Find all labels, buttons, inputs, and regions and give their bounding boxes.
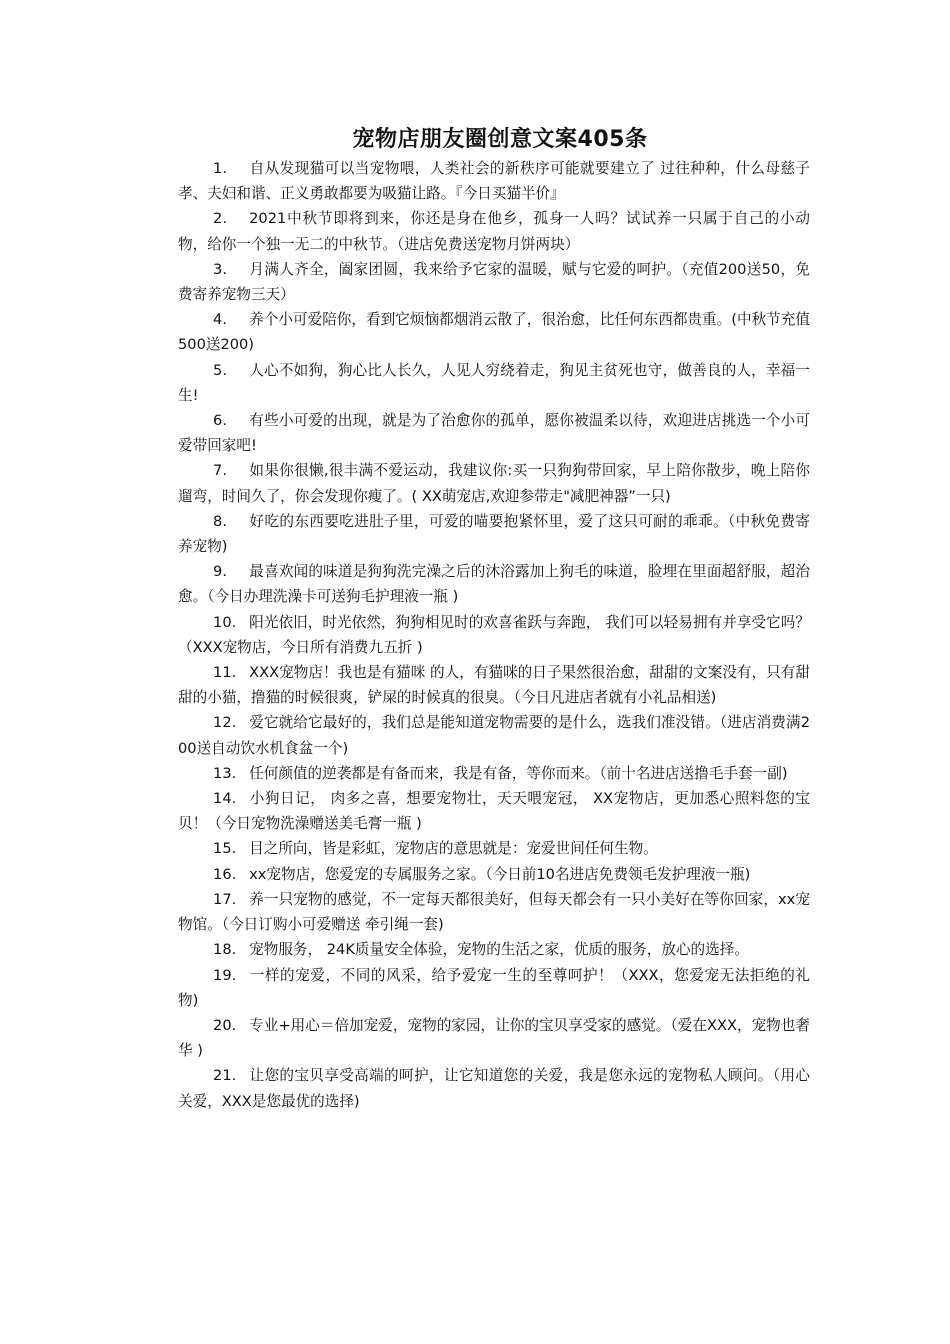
list-item <box>178 710 810 760</box>
entry-text: 人心不如狗，狗心比人长久，人见人穷绕着走，狗见主贫死也守，做善良的人，幸福一生! <box>178 361 810 404</box>
list-item <box>178 937 810 962</box>
list-item <box>178 509 810 559</box>
entry-number: 17. <box>213 890 237 908</box>
page-title: 宠物店朋友圈创意文案405条 <box>352 127 648 152</box>
list-item <box>178 660 810 710</box>
list-item <box>178 836 810 861</box>
entry-number: 1. <box>213 160 227 177</box>
entry-text: 目之所向，皆是彩虹，宠物店的意思就是：宠爱世间任何生物。 <box>249 840 658 858</box>
entry-text: 宠物服务， 24K质量安全体验，宠物的生活之家，优质的服务，放心的选择。 <box>249 941 749 959</box>
list-item <box>178 408 810 458</box>
entry-number: 20. <box>213 1016 237 1034</box>
list-item <box>178 307 810 357</box>
entry-number: 10. <box>213 613 237 631</box>
list-item <box>178 257 810 307</box>
entry-text: 养个小可爱陪你，看到它烦恼都烟消云散了，很治愈，比任何东西都贵重。(中秋节充值500送200) <box>178 311 810 354</box>
list-item <box>178 559 810 609</box>
entry-number: 19. <box>213 966 237 984</box>
entry-number: 3. <box>213 260 227 278</box>
entry-text: 专业+用心＝倍加宠爱，宠物的家园，让你的宝贝享受家的感觉。（爱在XXX，宠物也奢华 ) <box>178 1016 810 1060</box>
entry-text: xx宠物店，您爱宠的专属服务之家。（今日前10名进店免费领毛发护理液一瓶) <box>249 865 751 883</box>
entry-number: 4. <box>213 311 227 329</box>
entry-text: 自从发现猫可以当宠物喂，人类社会的新秩序可能就要建立了 过往种种，什么母慈子孝、夫妇和谐、正义勇敢都要为吸猫让路。『今日买猫半价』 <box>178 160 810 203</box>
list-item <box>178 358 810 408</box>
list-item <box>178 1013 810 1063</box>
list-item <box>178 1063 810 1113</box>
list-item <box>178 761 810 786</box>
document-page <box>178 124 810 1114</box>
entry-number: 18. <box>213 941 237 959</box>
list-item <box>178 206 810 256</box>
list-item <box>178 786 810 836</box>
list-item <box>178 610 810 660</box>
list-item <box>178 862 810 887</box>
entry-text: 养一只宠物的感觉，不一定每天都很美好，但每天都会有一只小美好在等你回家，xx宠物馆。（今日订购小可爱赠送 牵引绳一套) <box>178 890 810 934</box>
entry-text: 阳光依旧，时光依然，狗狗相见时的欢喜雀跃与奔跑， 我们可以轻易拥有并享受它吗？（XXX宠物店，今日所有消费九五折 ) <box>178 613 810 656</box>
entry-text: 任何颜值的逆袭都是有备而来，我是有备，等你而来。（前十名进店送撸毛手套一副) <box>249 764 788 782</box>
list-item <box>178 963 810 1013</box>
entry-text: XXX宠物店！我也是有猫咪 的人，有猫咪的日子果然很治愈，甜甜的文案没有，只有甜甜的小猫，撸猫的时候很爽，铲屎的时候真的很臭。（今日凡进店者就有小礼品相送) <box>178 664 810 707</box>
list-item <box>178 458 810 508</box>
entry-number: 15. <box>213 840 237 858</box>
entry-list <box>178 156 810 1114</box>
entry-text: 有些小可爱的出现，就是为了治愈你的孤单，愿你被温柔以待，欢迎进店挑选一个小可爱带回家吧! <box>178 412 810 455</box>
entry-text: 爱它就给它最好的，我们总是能知道宠物需要的是什么，选我们准没错。（进店消费满200送自动饮水机食盆一个) <box>178 714 810 757</box>
entry-number: 2. <box>213 210 227 228</box>
entry-number: 11. <box>213 664 237 682</box>
entry-number: 6. <box>213 412 227 430</box>
entry-text: 小狗日记， 肉多之喜，想要宠物壮，天天喂宠冠， XX宠物店，更加悉心照料您的宝贝！（今日宠物洗澡赠送美毛膏一瓶 ) <box>178 790 810 833</box>
entry-text: 让您的宝贝享受高端的呵护，让它知道您的关爱，我是您永远的宠物私人顾问。（用心关爱，XXX是您最优的选择) <box>178 1067 810 1110</box>
entry-text: 最喜欢闻的味道是狗狗洗完澡之后的沐浴露加上狗毛的味道，脸埋在里面超舒服，超治愈。（今日办理洗澡卡可送狗毛护理液一瓶 ) <box>178 563 810 606</box>
entry-text: 好吃的东西要吃进肚子里，可爱的喵要抱紧怀里，爱了这只可耐的乖乖。（中秋免费寄养宠物) <box>178 512 810 556</box>
entry-number: 12. <box>213 714 237 732</box>
entry-number: 9. <box>213 563 227 581</box>
entry-number: 5. <box>213 361 227 379</box>
entry-number: 14. <box>213 790 237 808</box>
entry-text: 如果你很懒,很丰满不爱运动，我建议你:买一只狗狗带回家，早上陪你散步，晚上陪你遛弯，时间久了，你会发现你瘦了。( XX萌宠店,欢迎参带走"减肥神器”一只) <box>178 462 810 505</box>
list-item <box>178 156 810 206</box>
entry-number: 13. <box>213 764 237 782</box>
entry-number: 16. <box>213 865 237 883</box>
entry-text: 2021中秋节即将到来，你还是身在他乡，孤身一人吗？试试养一只属于自己的小动物，给你一个独一无二的中秋节。（进店免费送宠物月饼两块） <box>178 210 810 253</box>
entry-number: 8. <box>213 512 227 530</box>
entry-number: 21. <box>213 1067 237 1085</box>
entry-number: 7. <box>213 462 227 480</box>
entry-text: 月满人齐全，阖家团圆，我来给予它家的温暖，赋与它爱的呵护。（充值200送50，免费寄养宠物三天） <box>178 260 810 304</box>
list-item <box>178 887 810 937</box>
entry-text: 一样的宠爱，不同的风采，给予爱宠一生的至尊呵护！（XXX，您爱宠无法拒绝的礼物) <box>178 966 810 1009</box>
